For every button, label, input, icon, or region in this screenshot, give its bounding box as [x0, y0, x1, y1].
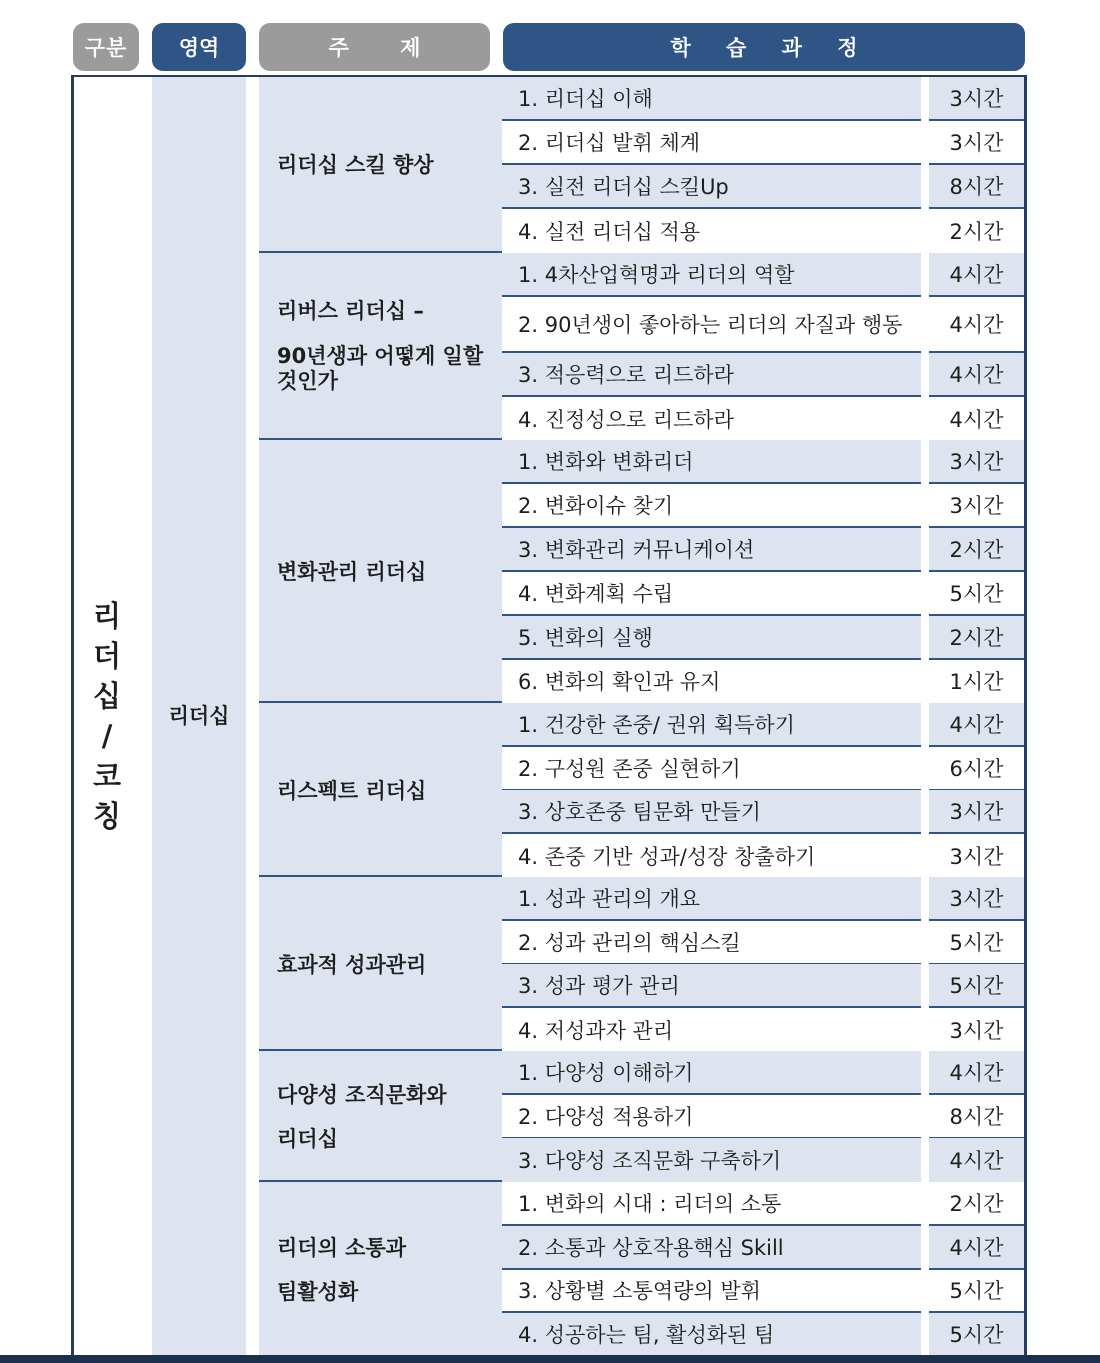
course-hours: 4시간 — [929, 703, 1024, 747]
course-name: 3. 성과 평가 관리 — [502, 964, 921, 1008]
course-name: 4. 존중 기반 성과/성장 창출하기 — [518, 845, 816, 869]
topic-cell — [259, 875, 502, 1050]
course-hours: 3시간 — [949, 845, 1004, 869]
course-row — [502, 528, 1024, 572]
course-name: 1. 리더십 이해 — [502, 77, 921, 121]
course-name: 2. 리더십 발휘 체계 — [502, 121, 921, 165]
course-row — [502, 253, 1024, 297]
course-hours: 2시간 — [929, 616, 1024, 660]
topic-line: 90년생과 어떻게 일할 — [277, 343, 484, 368]
course-name: 1. 성과 관리의 개요 — [502, 877, 921, 921]
course-row — [502, 121, 1024, 165]
topic-cell — [259, 1180, 502, 1355]
header-topic: 주 제 — [259, 23, 490, 71]
course-name: 4. 변화계획 수립 — [502, 572, 921, 616]
course-name: 3. 실전 리더십 스킬Up — [502, 165, 921, 209]
course-name: 4. 실전 리더십 적용 — [518, 220, 701, 244]
course-hours: 3시간 — [929, 790, 1024, 834]
table-frame-left — [71, 75, 74, 1363]
course-hours: 5시간 — [929, 1313, 1024, 1355]
course-hours: 6시간 — [929, 747, 1024, 791]
course-row — [502, 440, 1024, 484]
table-frame-right — [1024, 75, 1027, 1363]
course-row — [502, 790, 1024, 834]
course-name: 5. 변화의 실행 — [502, 616, 921, 660]
course-hours: 3시간 — [929, 77, 1024, 121]
course-row — [502, 964, 1024, 1008]
course-hours: 2시간 — [929, 528, 1024, 572]
gubun-char: 코 — [92, 759, 121, 793]
course-row — [502, 1051, 1024, 1095]
gubun-char: 칭 — [92, 799, 121, 833]
course-row — [502, 484, 1024, 528]
course-hours: 5시간 — [929, 921, 1024, 965]
course-name: 1. 변화의 시대 : 리더의 소통 — [502, 1182, 921, 1226]
course-row — [502, 877, 1024, 921]
course-hours: 4시간 — [929, 1138, 1024, 1182]
topic-cell — [259, 438, 502, 701]
course-name: 1. 4차산업혁명과 리더의 역할 — [502, 253, 921, 297]
course-row — [502, 1269, 1024, 1313]
topic-line: 다양성 조직문화와 — [277, 1083, 447, 1107]
course-row — [502, 353, 1024, 397]
topic-line: 변화관리 리더십 — [277, 559, 427, 584]
course-row — [502, 921, 1024, 965]
area-label: 리더십 — [168, 704, 230, 728]
course-hours: 3시간 — [929, 877, 1024, 921]
course-hours: 5시간 — [929, 572, 1024, 616]
course-name: 3. 다양성 조직문화 구축하기 — [502, 1138, 921, 1182]
course-hours: 2시간 — [949, 220, 1004, 244]
course-row — [502, 1313, 1024, 1355]
topic-line: 리더십 — [277, 1127, 338, 1151]
course-hours: 3시간 — [929, 121, 1024, 165]
course-row — [502, 1138, 1024, 1182]
course-hours: 1시간 — [949, 670, 1004, 694]
course-row — [502, 77, 1024, 121]
course-hours: 4시간 — [929, 297, 1024, 353]
course-hours: 4시간 — [929, 353, 1024, 397]
topic-cell — [259, 1049, 502, 1181]
topic-line: 것인가 — [277, 368, 338, 393]
course-hours: 4시간 — [929, 1051, 1024, 1095]
course-row — [502, 165, 1024, 209]
course-name: 3. 상황별 소통역량의 발휘 — [502, 1269, 921, 1313]
gubun-label — [78, 596, 136, 836]
topic-line: 리더의 소통과 — [277, 1235, 407, 1260]
course-hours: 8시간 — [929, 165, 1024, 209]
course-row — [502, 209, 1024, 253]
topic-cell — [259, 251, 502, 439]
course-hours: 4시간 — [949, 408, 1004, 432]
topic-line: 리버스 리더십 – — [277, 298, 424, 323]
course-name: 1. 다양성 이해하기 — [502, 1051, 921, 1095]
course-name: 3. 적응력으로 리드하라 — [502, 353, 921, 397]
course-name: 2. 소통과 상호작용핵심 Skill — [502, 1226, 921, 1270]
course-row — [502, 397, 1024, 441]
course-hours: 5시간 — [929, 1269, 1024, 1313]
course-name: 4. 진정성으로 리드하라 — [518, 408, 734, 432]
course-name: 2. 90년생이 좋아하는 리더의 자질과 행동 — [502, 297, 921, 353]
course-name: 2. 구성원 존중 실현하기 — [502, 747, 921, 791]
course-hours: 2시간 — [929, 1182, 1024, 1226]
course-name: 1. 변화와 변화리더 — [502, 440, 921, 484]
course-name: 3. 상호존중 팀문화 만들기 — [502, 790, 921, 834]
course-row — [502, 1008, 1024, 1052]
course-hours: 3시간 — [949, 1019, 1004, 1043]
gubun-char: 십 — [92, 679, 121, 713]
course-name: 3. 변화관리 커뮤니케이션 — [502, 528, 921, 572]
topic-line: 리스펙트 리더십 — [277, 778, 427, 803]
course-name: 1. 건강한 존중/ 권위 획득하기 — [502, 703, 921, 747]
course-row — [502, 1182, 1024, 1226]
course-hours: 4시간 — [929, 1226, 1024, 1270]
course-row — [502, 1226, 1024, 1270]
course-row — [502, 572, 1024, 616]
course-hours: 3시간 — [929, 484, 1024, 528]
course-row — [502, 703, 1024, 747]
course-name: 2. 변화이슈 찾기 — [502, 484, 921, 528]
course-name: 4. 저성과자 관리 — [518, 1019, 674, 1043]
gubun-char: 더 — [92, 639, 121, 673]
gubun-char: 리 — [92, 599, 121, 633]
course-row — [502, 297, 1024, 353]
course-hours: 4시간 — [929, 253, 1024, 297]
course-row — [502, 659, 1024, 703]
bottom-bar — [0, 1355, 1100, 1363]
course-hours: 8시간 — [929, 1095, 1024, 1139]
topic-cell — [259, 701, 502, 876]
course-row — [502, 747, 1024, 791]
course-row — [502, 616, 1024, 660]
header-gubun: 구분 — [73, 23, 139, 71]
topic-line: 효과적 성과관리 — [277, 952, 427, 977]
course-name: 4. 성공하는 팀, 활성화된 팀 — [502, 1313, 921, 1355]
header-course: 학 습 과 정 — [503, 23, 1025, 71]
topic-cell — [259, 77, 502, 251]
course-name: 2. 다양성 적용하기 — [502, 1095, 921, 1139]
gubun-char: / — [101, 719, 113, 753]
course-name: 6. 변화의 확인과 유지 — [518, 670, 721, 694]
course-row — [502, 834, 1024, 878]
course-row — [502, 1095, 1024, 1139]
course-name: 2. 성과 관리의 핵심스킬 — [502, 921, 921, 965]
course-hours: 3시간 — [929, 440, 1024, 484]
topic-line: 팀활성화 — [277, 1279, 359, 1304]
header-area: 영역 — [152, 23, 246, 71]
topic-line: 리더십 스킬 향상 — [277, 153, 434, 177]
course-hours: 5시간 — [929, 964, 1024, 1008]
